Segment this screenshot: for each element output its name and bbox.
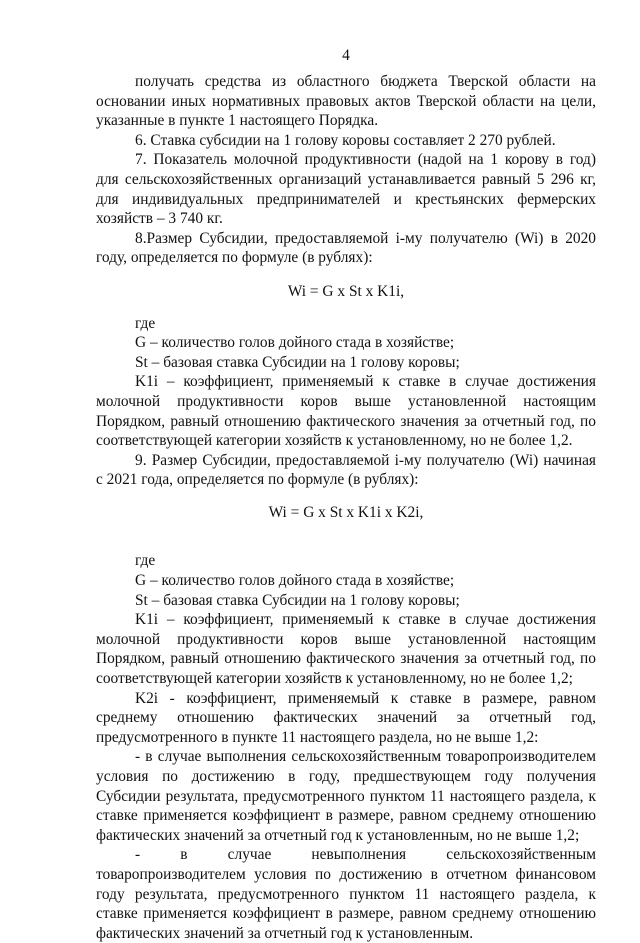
paragraph-continuation: получать средства из областного бюджета Тверской области на основании иных нормативных правовых актов Тверской области на цели, указанные в пункте 1 настоящего Порядка. [96,73,596,130]
where-label: где [135,552,156,570]
list-item-not-fulfilled: - в случае невыполнения сельскохозяйственным товаропроизводителем условия по достижению в отчетном финансовом году результата, предусмотренного пунктом 11 настоящего раздела, к ставке применяется коэффициент в размере, равном среднему отношению фактических значений за отчетный год к установленным. [96,846,596,942]
document-body [96,72,596,943]
definition-g: G – количество голов дойного стада в хозяйстве; [135,572,455,590]
paragraph-subsidy-2021: 9. Размер Субсидии, предоставляемой i-му получателю (Wi) начиная с 2021 года, определяется по формуле (в рублях): [96,451,596,489]
definition-st: St – базовая ставка Субсидии на 1 голову коровы; [135,591,460,609]
page-number: 4 [342,47,350,64]
definition-k1: K1i – коэффициент, применяемый к ставке в случае достижения молочной продуктивности коров выше установленной настоящим Порядком, равный отношению фактического значения за отчетный год, по соответствующей категории хозяйств к установленному, но не более 1,2. [96,373,596,450]
definition-st: St – базовая ставка Субсидии на 1 голову коровы; [135,353,460,371]
paragraph-subsidy-rate: 6. Ставка субсидии на 1 голову коровы составляет 2 270 рублей. [135,131,556,149]
definition-k2: K2i - коэффициент, применяемый к ставке в размере, равном среднему отношению фактических значений за отчетный год, предусмотренного в пункте 11 настоящего раздела, но не выше 1,2: [96,689,596,746]
list-item-fulfilled: - в случае выполнения сельскохозяйственным товаропроизводителем условия по достижению в году, предшествующем году получения Субсидии результата, предусмотренного пунктом 11 настоящего раздела, к ставке применяется коэффициент в размере, равном среднему отношению фактических значений за отчетный год к установленным, но не выше 1,2; [96,748,596,844]
where-label: где [135,314,156,332]
paragraph-milk-productivity: 7. Показатель молочной продуктивности (надой на 1 корову в год) для сельскохозяйственных организаций устанавливается равный 5 296 кг, для индивидуальных предпринимателей и крестьянских фермерских хозяйств – 3 740 кг. [96,151,596,228]
definition-g: G – количество голов дойного стада в хозяйстве; [135,334,455,352]
formula-2021: Wi = G x St x K1i x K2i, [268,503,424,521]
paragraph-subsidy-2020: 8.Размер Субсидии, предоставляемой i-му получателю (Wi) в 2020 году, определяется по формуле (в рублях): [96,229,596,267]
definition-k1: K1i – коэффициент, применяемый к ставке в случае достижения молочной продуктивности коров выше установленной настоящим Порядком, равный отношению фактического значения за отчетный год, по соответствующей категории хозяйств к установленному, но не более 1,2; [96,611,596,688]
formula-2020: Wi = G x St x K1i, [287,282,405,300]
